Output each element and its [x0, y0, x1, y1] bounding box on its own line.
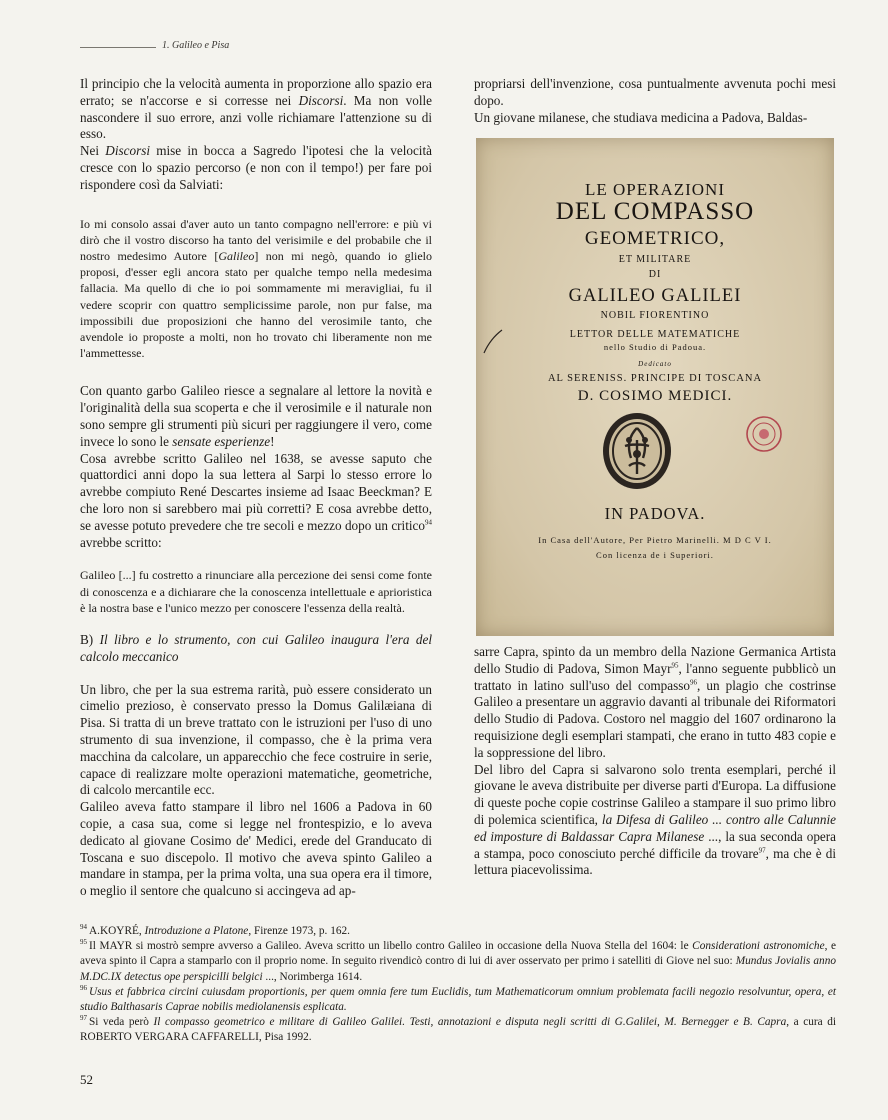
paragraph-7: propriarsi dell'invenzione, cosa puntualmente avvenuta pochi mesi dopo.: [474, 76, 836, 108]
footnotes: [80, 924, 836, 1046]
footnote-96: $^{96}$ Usus et fabbrica circini cuiusdam proportionis, per quem omnia fere tum Euclidis, tum Mathematicorum omnium problemata facili negozio resolvuntur, opera, et studio Balthasaris Caprae nobilis mediolanensis esplicata.: [80, 984, 836, 1014]
footnote-97: $^{97}$ Si veda però Il compasso geometrico e militare di Galileo Galilei. Testi, annotazioni e disputa negli scritti di G.Galilei, M. Bernegger e B. Capra, a cura di ROBERTO VERGARA CAFFARELLI, Pisa 1992.: [80, 1014, 836, 1044]
title-line-11: AL SERENISS. PRINCIPE DI TOSCANA: [547, 373, 763, 384]
title-page-image: [476, 138, 834, 636]
title-line-6: GALILEO GALILEI: [568, 286, 742, 306]
title-line-13: IN PADOVA.: [604, 504, 706, 523]
right-column-top: [474, 76, 836, 126]
title-line-14: In Casa dell'Autore, Per Pietro Marinelli. M D C V I.: [538, 535, 772, 545]
title-line-15: Con licenza de i Superiori.: [596, 550, 714, 560]
paragraph-5: Un libro, che per la sua estrema rarità, può essere considerato un cimelio prezioso, è conservato presso la Domus Galilæiana di Pisa. Si tratta di un breve trattato con le istruzioni per l'uso di uno strumento di sua invenzione, il compasso, che è la prima vera macchina da calcolare, un apparecchio che fece costruire in serie, capace di realizzare molte operazioni matematiche, geometriche, di calcolo mercantile ecc.: [80, 681, 432, 798]
library-stamp-icon: [744, 414, 784, 454]
section-heading-b: B) Il libro e lo strumento, con cui Galileo inaugura l'era del calcolo meccanico: [80, 631, 432, 664]
title-line-12: D. COSIMO MEDICI.: [577, 388, 733, 404]
running-head-rule: [80, 47, 156, 48]
printer-emblem-icon: [599, 410, 675, 492]
title-line-4: ET MILITARE: [618, 254, 692, 265]
paragraph-10: Del libro del Capra si salvarono solo trenta esemplari, perché il giovane le aveva distribuite per diverse parti d'Europa. La diffusione di queste poche copie costrinse Galileo a stampare il suo primo libro di polemica scientifica, la Difesa di Galileo ... contro alle Calunnie ed imposture di Baldassar Capra Milanese ..., la sua seconda opera a stampa, poco conosciuto perché difficile da trovare$^{97}$, ma che è di lettura piacevolissima.: [474, 761, 837, 878]
paragraph-9: sarre Capra, spinto da un membro della Nazione Germanica Artista dello Studio di Padova, Simon Mayr$^{95}$, l'anno seguente pubblicò un trattato in latino sull'uso del compasso$^{96}$, un plagio che costrinse Galileo a presentare un aggravio davanti al tribunale dei Riformatori dello Studio di Padova. Costoro nel maggio del 1607 ordinarono la requisizione degli esemplari stampati, che erano in tutto 483 copie e la soppressione del libro.: [474, 644, 837, 760]
block-quote-salviati: Io mi consolo assai d'aver auto un tanto compagno nell'errore: e più vi dirò che il vostro discorso ha tanto del verisimile e del probabile che il nostro medesimo Autore [Galileo] non mi negò, quando io glielo proposi, d'esser egli ancora stato per qualche tempo nella medesima fallacia. Ma quello di che io poi sommamente mi meravigliai, fu il vedere scoprir con quattro semplicissime parole, non pur false, ma impossibili due proposizioni che hanno del verosimile tanto, che avendole io proposte a molti, non ho trovato chi liberamente non me l'ammettesse.: [80, 216, 432, 361]
page-number: 52: [80, 1072, 93, 1087]
title-line-2: DEL COMPASSO: [555, 198, 755, 225]
title-line-1: LE OPERAZIONI: [584, 180, 725, 199]
paragraph-8: Un giovane milanese, che studiava medicina a Padova, Baldas-: [474, 109, 808, 125]
block-quote-critic: Galileo [...] fu costretto a rinunciare alla percezione dei sensi come fonte di conoscenza e a dichiarare che la conoscenza intellettuale e aprioristica è la nostra base e l'unico mezzo per conoscere l'essenza della realtà.: [80, 568, 432, 615]
title-line-8: LETTOR DELLE MATEMATICHE: [569, 329, 741, 340]
title-line-7: NOBIL FIORENTINO: [600, 310, 710, 321]
title-line-5: DI: [648, 269, 662, 280]
paragraph-6: Galileo aveva fatto stampare il libro nel 1606 a Padova in 60 copie, a casa sua, come si legge nel frontespizio, e lo aveva dedicato al giovane Cosimo de' Medici, erede del Granducato di Toscana e suo discepolo. Il motivo che aveva spinto Galileo a mandare in stampa, per la prima volta, una sua opera era il timore, o meglio il sentore che qualcuno si accingeva ad ap-: [80, 799, 432, 899]
left-column: [80, 76, 432, 900]
title-line-10: Dedicato: [638, 360, 672, 368]
paragraph-2: Nei Discorsi mise in bocca a Sagredo l'ipotesi che la velocità cresce con lo spazio percorso (e non con il tempo!) per fare poi rispondere così da Salviati:: [80, 143, 432, 192]
handwritten-mark-icon: [480, 326, 506, 356]
footnote-95: $^{95}$ Il MAYR si mostrò sempre avverso a Galileo. Aveva scritto un libello contro Galileo in occasione della Nuova Stella del 1604: le Considerationi astronomiche, e aveva spinto il Capra a stamparlo con il proprio nome. In seguito rivendicò contro di lui di aver osservato per primo i satelliti di Giove nel suo: Mundus Jovialis anno M.DC.IX detectus ope perspicilli belgici ..., Norimberga 1614.: [80, 938, 836, 983]
footnote-94: $^{94}$ A.KOYRÉ, Introduzione a Platone, Firenze 1973, p. 162.: [80, 923, 350, 937]
right-column-bottom: [474, 644, 836, 879]
paragraph-1: Il principio che la velocità aumenta in proporzione allo spazio era errato; se n'accorse e si corresse nei Discorsi. Ma non volle nascondere il suo errore, anzi volle richiamare l'attenzione su di esso.: [80, 76, 433, 142]
running-head-text: 1. Galileo e Pisa: [162, 40, 230, 51]
title-line-9: nello Studio di Padoua.: [603, 342, 707, 352]
paragraph-3: Con quanto garbo Galileo riesce a segnalare al lettore la novità e l'originalità della sua scoperta e che il verosimile e il naturale non sono sempre gli strumenti più sicuri per raggiungere il vero, come invece lo sono le sensate esperienze!: [80, 383, 432, 449]
title-line-3: GEOMETRICO,: [584, 228, 726, 249]
paragraph-4: Cosa avrebbe scritto Galileo nel 1638, se avesse saputo che quattordici anni dopo la sua lettera al Sarpi lo stesso errore lo avrebbe compiuto René Descartes insieme ad Isaac Beeckman? E che loro non si sarebbero mai più corretti? E cosa avrebbe detto, se avesse potuto prevedere che tre secoli e mezzo dopo un critico$^{94}$ avrebbe scritto:: [80, 450, 432, 550]
running-head: [80, 40, 280, 51]
